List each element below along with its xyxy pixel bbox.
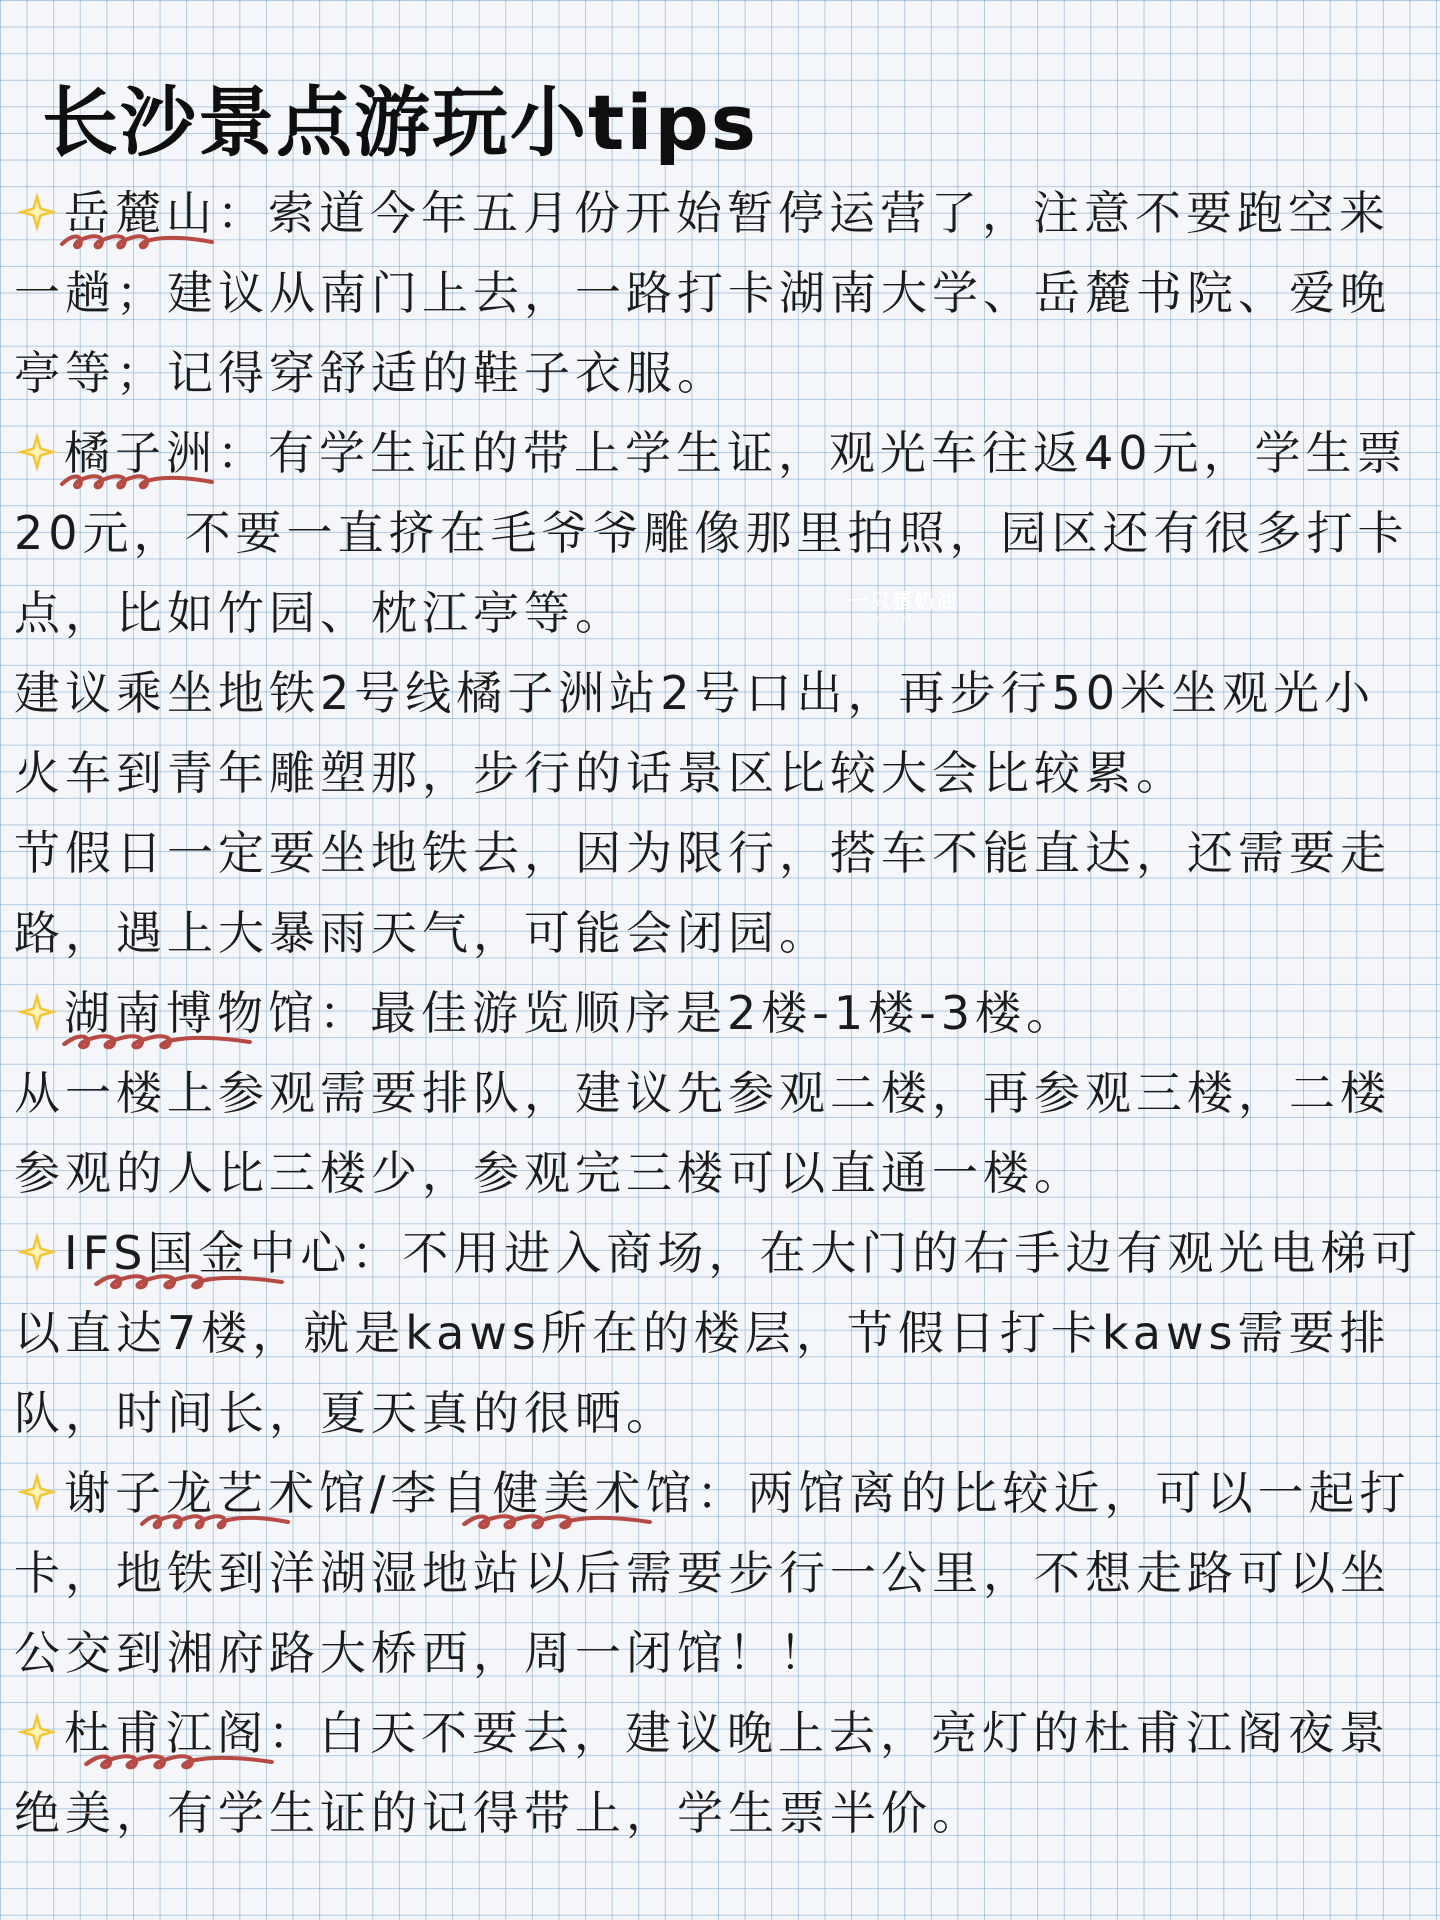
- page-title: 长沙景点游玩小tips: [42, 78, 759, 167]
- tip-art-museums: [14, 1453, 1426, 1693]
- sparkle-star-icon: [14, 1709, 60, 1755]
- sparkle-star-icon: [14, 189, 60, 235]
- sparkle-star-icon: [14, 989, 60, 1035]
- tip-hunan-museum-extra-1: 从一楼上参观需要排队，建议先参观二楼，再参观三楼，二楼参观的人比三楼少，参观完三楼可以直通一楼。: [14, 1066, 1391, 1200]
- tip-label: 谢子龙艺术馆/李自健美术馆: [64, 1466, 697, 1520]
- watermark-name: 一只猪奶油: [848, 589, 958, 613]
- tip-label: 岳麓山: [64, 186, 217, 240]
- tips-content: [14, 173, 1426, 1853]
- sparkle-star-icon: [14, 1229, 60, 1275]
- tip-orange-isle: [14, 413, 1426, 653]
- tip-orange-isle-extra-2: 节假日一定要坐地铁去，因为限行，搭车不能直达，还需要走路，遇上大暴雨天气，可能会闭园。: [14, 826, 1391, 960]
- tip-yuelu-mountain: [14, 173, 1426, 413]
- watermark-id: rico.rtun: [876, 614, 928, 625]
- sparkle-star-icon: [14, 429, 60, 475]
- tip-label: 湖南博物馆: [64, 986, 319, 1040]
- tip-dufu-pavilion: [14, 1693, 1426, 1853]
- tip-ifs-center: [14, 1213, 1426, 1453]
- tip-body: ：有学生证的带上学生证，观光车往返40元，学生票20元，不要一直挤在毛爷爷雕像那里拍照，园区还有很多打卡点，比如竹园、枕江亭等。: [14, 426, 1409, 640]
- tip-orange-isle-extra-1: 建议乘坐地铁2号线橘子洲站2号口出，再步行50米坐观光小火车到青年雕塑那，步行的话景区比较大会比较累。: [14, 666, 1376, 800]
- tip-label: 橘子洲: [64, 426, 217, 480]
- tip-body: ：索道今年五月份开始暂停运营了，注意不要跑空来一趟；建议从南门上去，一路打卡湖南大学、岳麓书院、爱晚亭等；记得穿舒适的鞋子衣服。: [14, 186, 1391, 400]
- tip-body: ：白天不要去，建议晚上去，亮灯的杜甫江阁夜景绝美，有学生证的记得带上，学生票半价。: [14, 1706, 1390, 1840]
- tip-body: ：两馆离的比较近，可以一起打卡，地铁到洋湖湿地站以后需要步行一公里，不想走路可以坐公交到湘府路大桥西，周一闭馆！！: [14, 1466, 1411, 1680]
- sparkle-star-icon: [14, 1469, 60, 1515]
- tip-hunan-museum: [14, 973, 1426, 1053]
- tip-body: ：最佳游览顺序是2楼-1楼-3楼。: [319, 986, 1077, 1040]
- tip-body: ：不用进入商场，在大门的右手边有观光电梯可以直达7楼，就是kaws所在的楼层，节假日打卡kaws需要排队，时间长，夏天真的很晒。: [14, 1226, 1423, 1440]
- tip-label: 杜甫江阁: [64, 1706, 268, 1760]
- tip-label: IFS国金中心: [64, 1226, 351, 1280]
